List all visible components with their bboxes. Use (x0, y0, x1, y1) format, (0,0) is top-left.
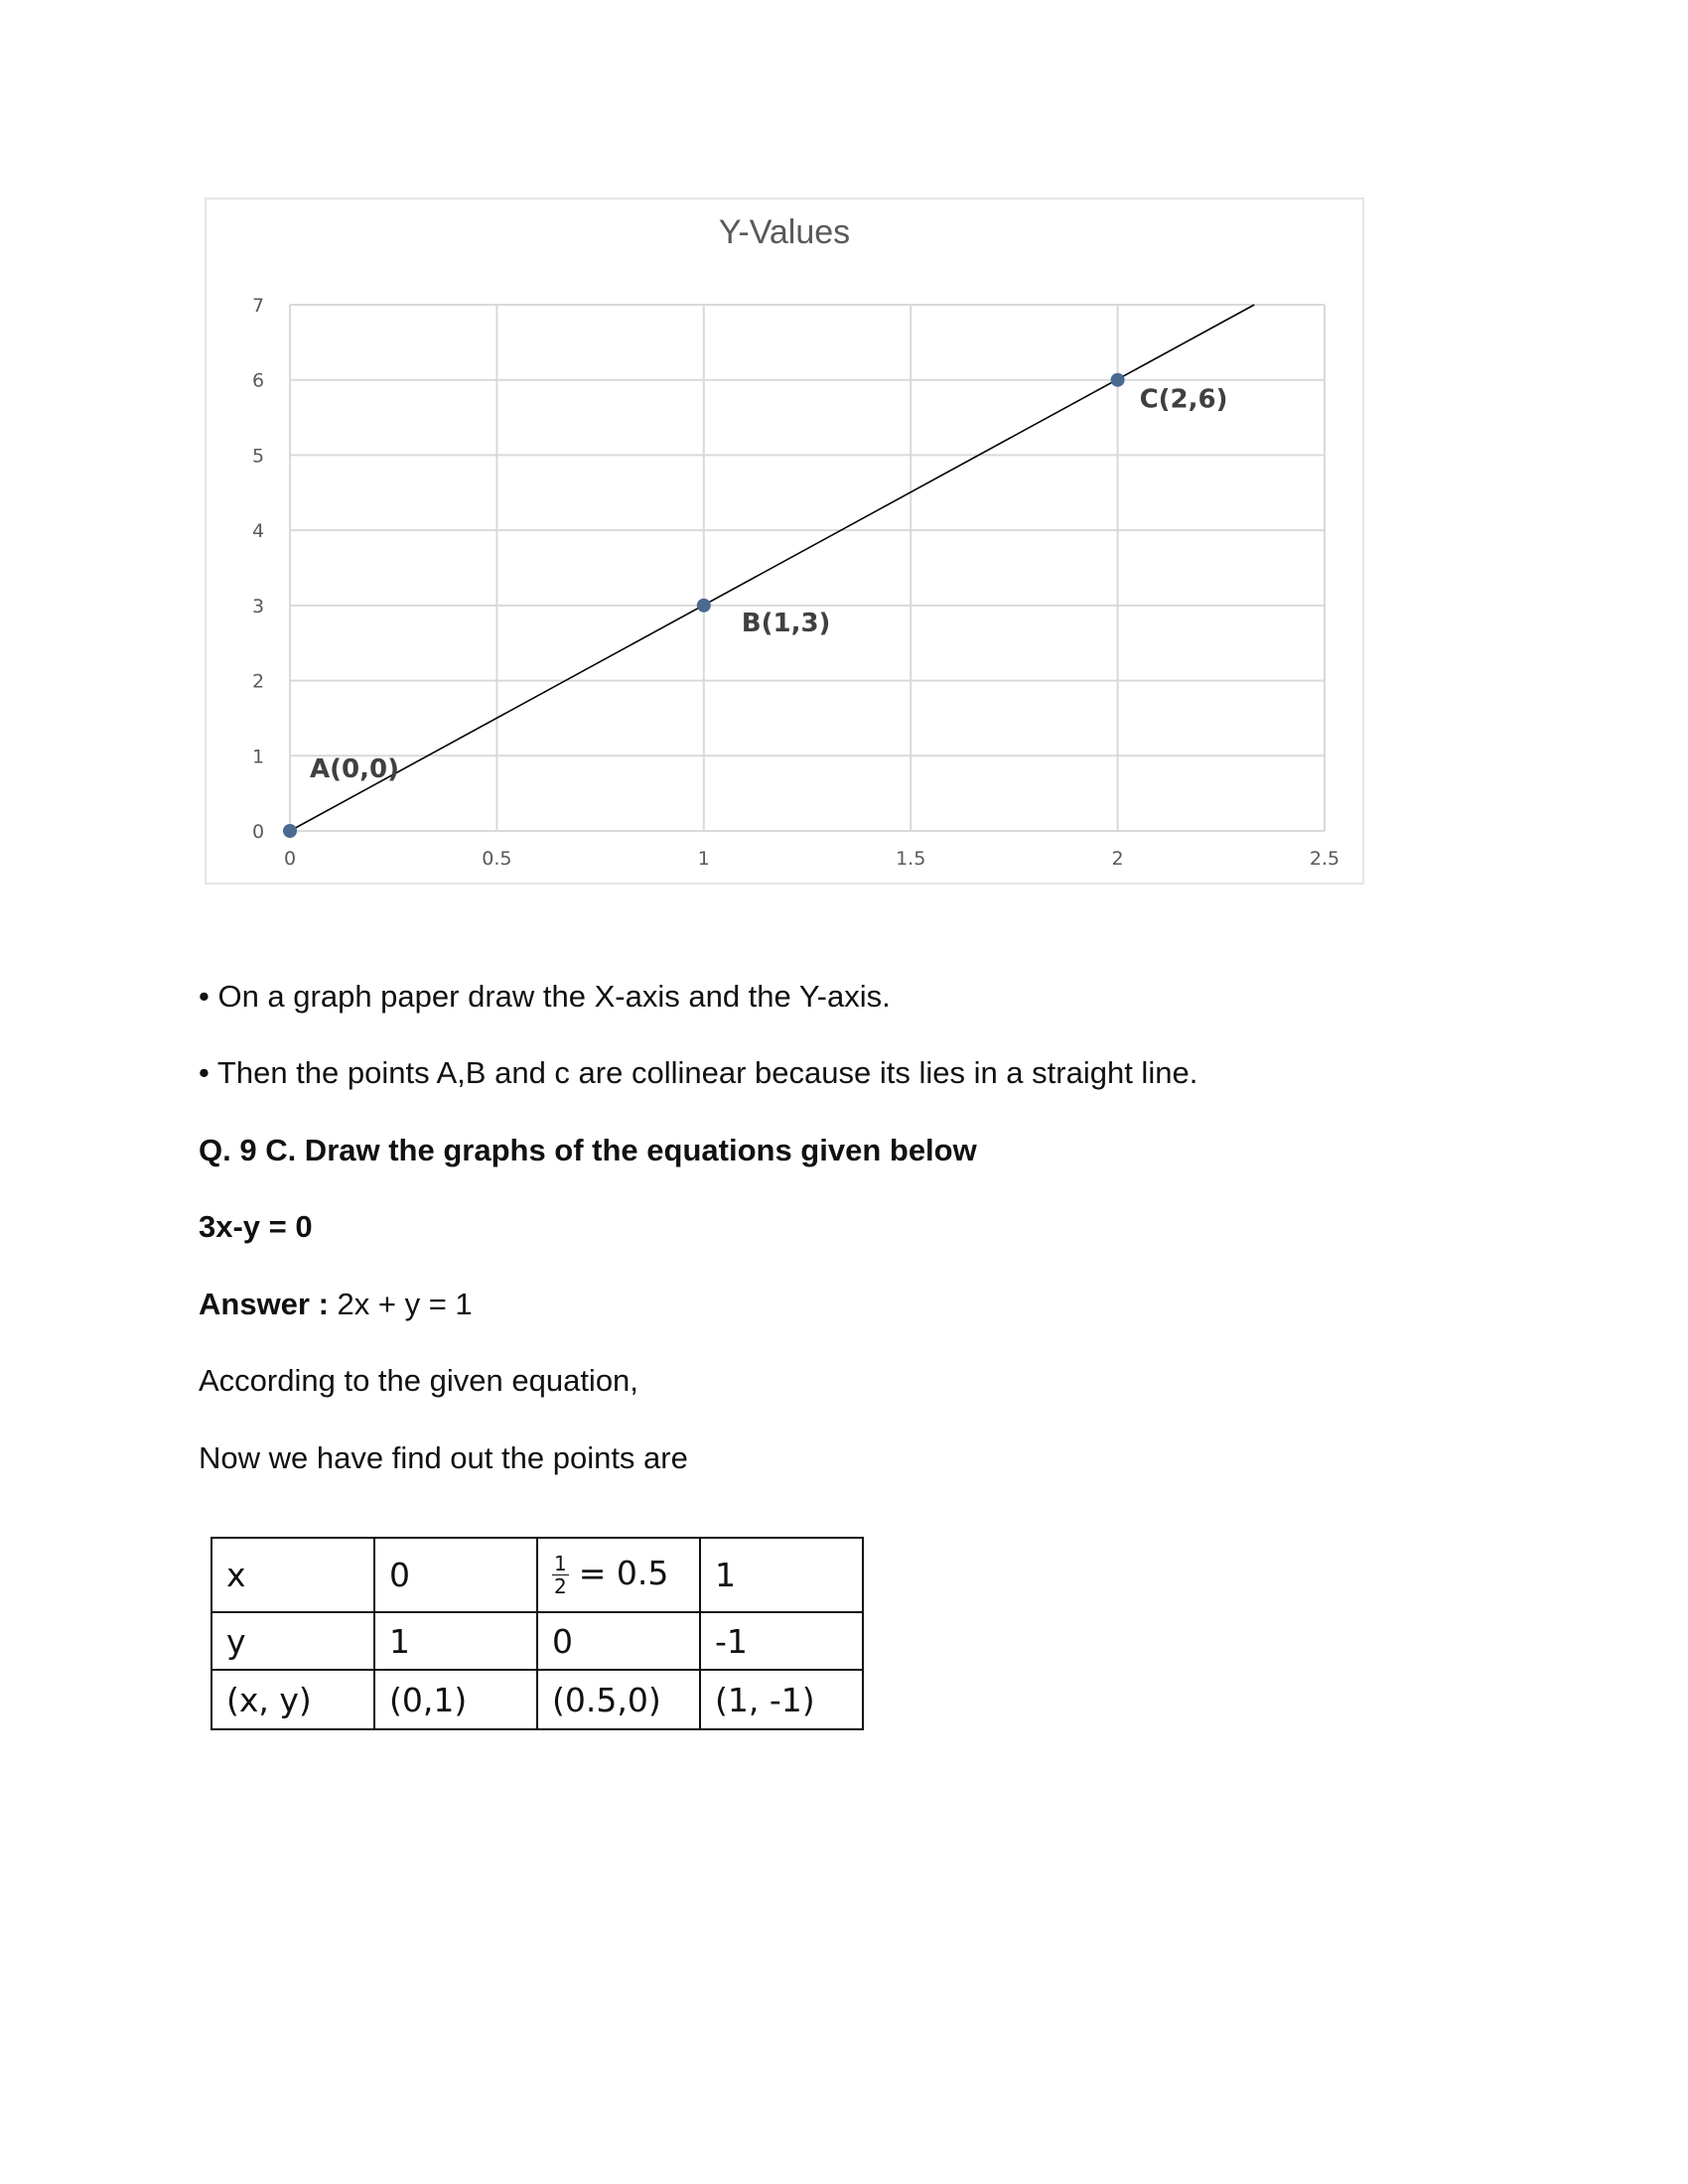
chart-grid (290, 305, 1325, 831)
x-tick-label: 1.5 (896, 848, 926, 870)
fraction-denominator: 2 (554, 1574, 567, 1598)
chart-tick-labels (252, 295, 1339, 870)
table-cell: (x, y) (211, 1670, 374, 1729)
table-cell-fraction (537, 1538, 700, 1612)
y-tick-label: 0 (251, 821, 265, 843)
y-tick-label: 4 (251, 520, 265, 543)
table-row-y (211, 1612, 863, 1670)
fraction (552, 1553, 569, 1597)
answer-line (199, 1287, 473, 1322)
table-row-x (211, 1538, 863, 1612)
question-heading: Q. 9 C. Draw the graphs of the equations given below (199, 1133, 977, 1167)
x-tick-label: 2 (1111, 848, 1124, 870)
y-tick-label: 1 (251, 746, 265, 768)
table-cell: 0 (537, 1612, 700, 1670)
y-tick-label: 7 (251, 295, 265, 317)
y-tick-label: 2 (251, 670, 265, 693)
x-tick-label: 2.5 (1309, 848, 1340, 870)
y-tick-label: 3 (251, 595, 265, 617)
chart-title: Y-Values (718, 213, 851, 251)
point-label: A(0,0) (310, 754, 399, 784)
data-point (1111, 373, 1125, 387)
chart-container (205, 198, 1364, 885)
fraction-value: = 0.5 (578, 1554, 669, 1592)
equation-line: 3x-y = 0 (199, 1209, 313, 1244)
x-tick-label: 1 (697, 848, 710, 870)
according-line: According to the given equation, (199, 1363, 638, 1398)
table-cell: (1, -1) (700, 1670, 863, 1729)
y-tick-label: 6 (251, 369, 265, 392)
table-cell: 0 (374, 1538, 537, 1612)
chart-point-labels (310, 385, 1228, 784)
x-tick-label: 0 (283, 848, 297, 870)
y-tick-label: 5 (251, 445, 265, 468)
points-table (211, 1537, 864, 1730)
point-label: B(1,3) (741, 608, 831, 638)
data-point (283, 824, 297, 838)
x-tick-label: 0.5 (482, 848, 512, 870)
series-line (290, 305, 1254, 831)
table-cell: 1 (700, 1538, 863, 1612)
table-cell: y (211, 1612, 374, 1670)
chart-series-line (290, 305, 1254, 831)
table-cell: (0,1) (374, 1670, 537, 1729)
table-cell: -1 (700, 1612, 863, 1670)
answer-label: Answer : (199, 1287, 329, 1321)
bullet-axes: • On a graph paper draw the X-axis and the Y-axis. (199, 979, 891, 1014)
table-cell: 1 (374, 1612, 537, 1670)
fraction-numerator: 1 (554, 1552, 567, 1575)
data-point (697, 599, 711, 613)
point-label: C(2,6) (1139, 384, 1228, 415)
table-cell: (0.5,0) (537, 1670, 700, 1729)
bullet-collinear: • Then the points A,B and c are collinear because its lies in a straight line. (199, 1055, 1198, 1090)
line-chart (207, 200, 1362, 883)
answer-text: 2x + y = 1 (328, 1287, 473, 1321)
table-cell: x (211, 1538, 374, 1612)
points-intro-line: Now we have find out the points are (199, 1440, 688, 1475)
table-row-xy (211, 1670, 863, 1729)
